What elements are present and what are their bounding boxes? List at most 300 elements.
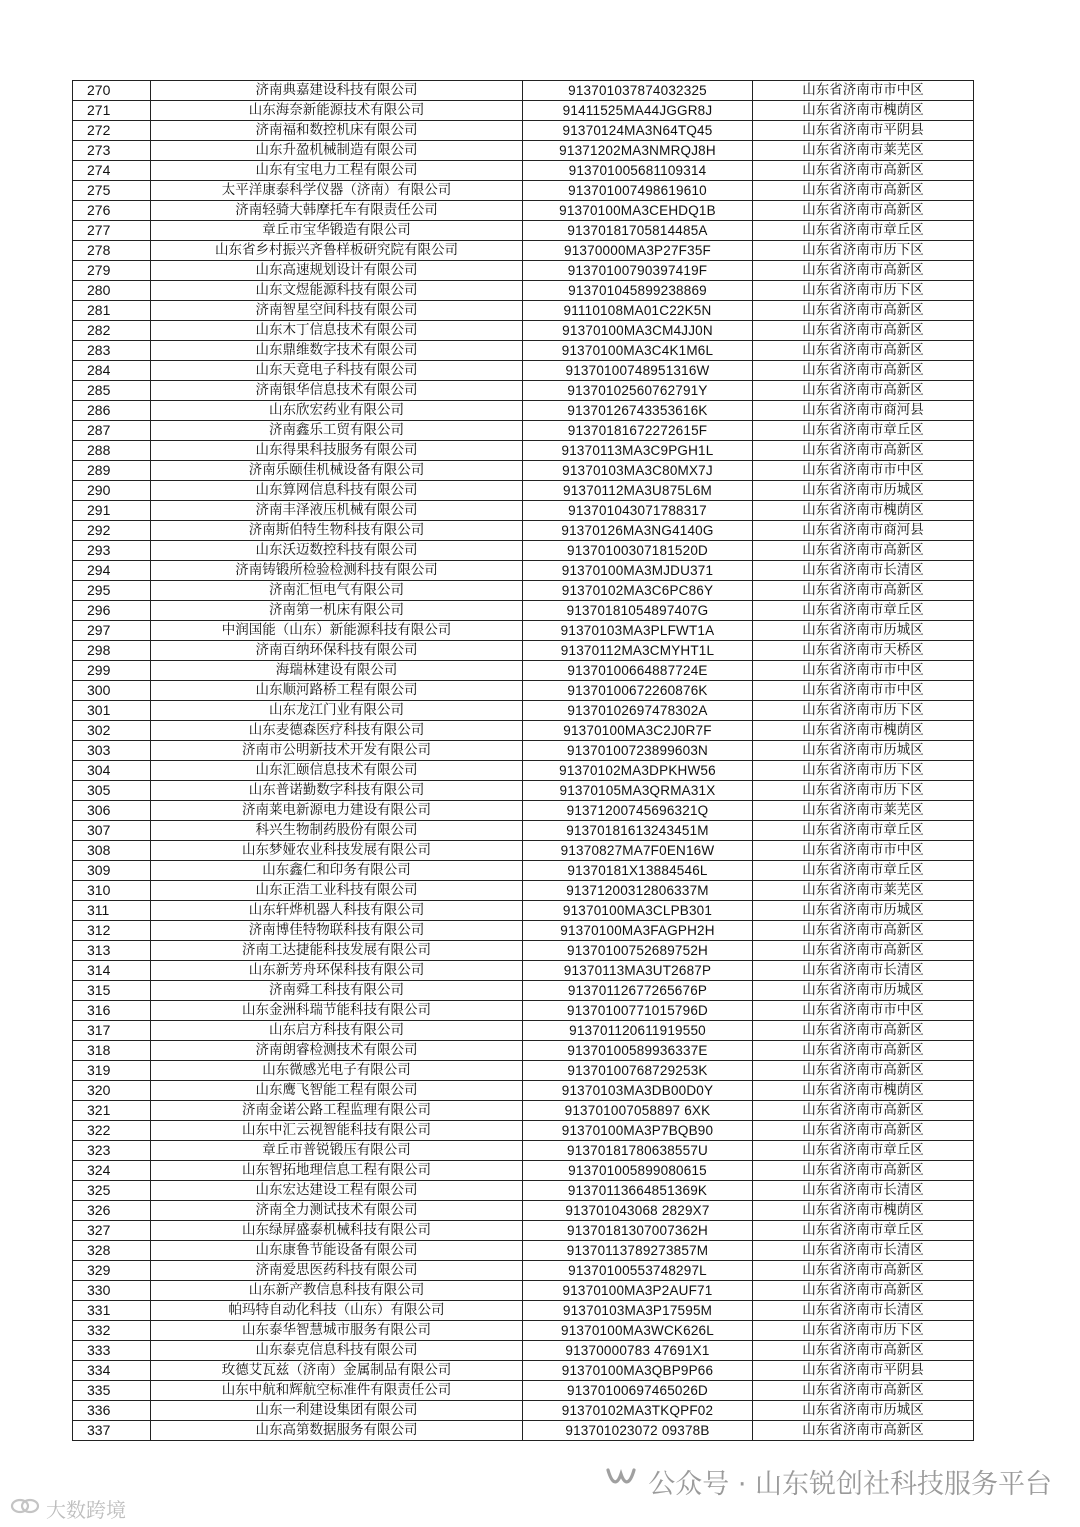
- row-number: 305: [73, 781, 151, 801]
- company-name: 中润国能（山东）新能源科技有限公司: [151, 621, 523, 641]
- table-row: [73, 681, 974, 701]
- location: 山东省济南市莱芜区: [753, 881, 974, 901]
- credit-code: 91370100748951316W: [523, 361, 753, 381]
- row-number: 328: [73, 1241, 151, 1261]
- credit-code: 91370181780638557U: [523, 1141, 753, 1161]
- location: 山东省济南市高新区: [753, 581, 974, 601]
- location: 山东省济南市槐荫区: [753, 1201, 974, 1221]
- row-number: 310: [73, 881, 151, 901]
- credit-code: 91370100768729253K: [523, 1061, 753, 1081]
- company-name: 山东升盈机械制造有限公司: [151, 141, 523, 161]
- table-row: [73, 1221, 974, 1241]
- row-number: 277: [73, 221, 151, 241]
- company-name: 济南鑫乐工贸有限公司: [151, 421, 523, 441]
- row-number: 309: [73, 861, 151, 881]
- row-number: 304: [73, 761, 151, 781]
- location: 山东省济南市历城区: [753, 901, 974, 921]
- row-number: 298: [73, 641, 151, 661]
- table-row: [73, 1041, 974, 1061]
- table-row: [73, 281, 974, 301]
- company-name: 山东文煜能源科技有限公司: [151, 281, 523, 301]
- row-number: 293: [73, 541, 151, 561]
- company-name: 山东省乡村振兴齐鲁样板研究院有限公司: [151, 241, 523, 261]
- credit-code: 91370103MA3C80MX7J: [523, 461, 753, 481]
- company-name: 太平洋康泰科学仪器（济南）有限公司: [151, 181, 523, 201]
- company-name: 山东绿屏盛泰机械科技有限公司: [151, 1221, 523, 1241]
- location: 山东省济南市莱芜区: [753, 801, 974, 821]
- company-name: 山东鹰飞智能工程有限公司: [151, 1081, 523, 1101]
- location: 山东省济南市高新区: [753, 1061, 974, 1081]
- credit-code: 91370181307007362H: [523, 1221, 753, 1241]
- watermark-right-text: 公众号 · 山东锐创社科技服务平台: [648, 1469, 1052, 1500]
- row-number: 311: [73, 901, 151, 921]
- row-number: 329: [73, 1261, 151, 1281]
- table-row: [73, 721, 974, 741]
- company-name: 济南斯伯特生物科技有限公司: [151, 521, 523, 541]
- credit-code: 91370102MA3TKQPF02: [523, 1401, 753, 1421]
- row-number: 316: [73, 1001, 151, 1021]
- row-number: 282: [73, 321, 151, 341]
- location: 山东省济南市市中区: [753, 681, 974, 701]
- table-row: [73, 1301, 974, 1321]
- row-number: 331: [73, 1301, 151, 1321]
- table-row: [73, 141, 974, 161]
- company-name: 济南汇恒电气有限公司: [151, 581, 523, 601]
- row-number: 283: [73, 341, 151, 361]
- company-name: 山东高第数据服务有限公司: [151, 1421, 523, 1441]
- table-row: [73, 1161, 974, 1181]
- company-name: 山东木丁信息技术有限公司: [151, 321, 523, 341]
- table-row: [73, 201, 974, 221]
- company-table-body: [73, 81, 974, 1441]
- credit-code: 91370181705814485A: [523, 221, 753, 241]
- location: 山东省济南市商河县: [753, 401, 974, 421]
- location: 山东省济南市市中区: [753, 661, 974, 681]
- location: 山东省济南市高新区: [753, 161, 974, 181]
- credit-code: 91370100723899603N: [523, 741, 753, 761]
- row-number: 285: [73, 381, 151, 401]
- row-number: 324: [73, 1161, 151, 1181]
- company-name: 章丘市宝华锻造有限公司: [151, 221, 523, 241]
- credit-code: 91370000MA3P27F35F: [523, 241, 753, 261]
- credit-code: 91370100553748297L: [523, 1261, 753, 1281]
- table-row: [73, 1341, 974, 1361]
- table-row: [73, 781, 974, 801]
- table-row: [73, 1281, 974, 1301]
- location: 山东省济南市市中区: [753, 841, 974, 861]
- company-name: 山东康鲁节能设备有限公司: [151, 1241, 523, 1261]
- table-row: [73, 121, 974, 141]
- company-name: 济南全力测试技术有限公司: [151, 1201, 523, 1221]
- row-number: 288: [73, 441, 151, 461]
- company-name: 山东启方科技有限公司: [151, 1021, 523, 1041]
- credit-code: 91370113789273857M: [523, 1241, 753, 1261]
- company-name: 山东智拓地理信息工程有限公司: [151, 1161, 523, 1181]
- table-row: [73, 941, 974, 961]
- row-number: 330: [73, 1281, 151, 1301]
- credit-code: 91370100752689752H: [523, 941, 753, 961]
- table-row: [73, 1321, 974, 1341]
- credit-code: 91370100672260876K: [523, 681, 753, 701]
- location: 山东省济南市长清区: [753, 561, 974, 581]
- company-name: 济南典嘉建设科技有限公司: [151, 81, 523, 101]
- table-row: [73, 1381, 974, 1401]
- location: 山东省济南市长清区: [753, 1241, 974, 1261]
- company-name: 山东得果科技服务有限公司: [151, 441, 523, 461]
- watermark-left-text: 大数跨境: [46, 1498, 126, 1522]
- location: 山东省济南市历城区: [753, 741, 974, 761]
- row-number: 291: [73, 501, 151, 521]
- company-name: 山东中汇云视智能科技有限公司: [151, 1121, 523, 1141]
- location: 山东省济南市平阴县: [753, 121, 974, 141]
- row-number: 319: [73, 1061, 151, 1081]
- credit-code: 91370102MA3C6PC86Y: [523, 581, 753, 601]
- table-row: [73, 321, 974, 341]
- table-row: [73, 741, 974, 761]
- company-name: 济南铸锻所检验检测科技有限公司: [151, 561, 523, 581]
- company-name: 山东鼎维数字技术有限公司: [151, 341, 523, 361]
- table-row: [73, 1201, 974, 1221]
- table-row: [73, 241, 974, 261]
- link-logo-icon: [10, 1495, 40, 1522]
- company-name: 帕玛特自动化科技（山东）有限公司: [151, 1301, 523, 1321]
- table-row: [73, 161, 974, 181]
- row-number: 273: [73, 141, 151, 161]
- row-number: 322: [73, 1121, 151, 1141]
- table-row: [73, 521, 974, 541]
- table-row: [73, 101, 974, 121]
- location: 山东省济南市高新区: [753, 301, 974, 321]
- company-name: 山东高速规划设计有限公司: [151, 261, 523, 281]
- location: 山东省济南市高新区: [753, 541, 974, 561]
- location: 山东省济南市章丘区: [753, 861, 974, 881]
- company-name: 济南丰泽液压机械有限公司: [151, 501, 523, 521]
- credit-code: 91370112MA3U875L6M: [523, 481, 753, 501]
- location: 山东省济南市历城区: [753, 621, 974, 641]
- row-number: 308: [73, 841, 151, 861]
- table-row: [73, 861, 974, 881]
- company-name: 章丘市普锐锻压有限公司: [151, 1141, 523, 1161]
- company-name: 山东汇颐信息技术有限公司: [151, 761, 523, 781]
- table-row: [73, 1061, 974, 1081]
- location: 山东省济南市商河县: [753, 521, 974, 541]
- watermark-left: [10, 1494, 126, 1523]
- company-name: 济南爱思医药科技有限公司: [151, 1261, 523, 1281]
- company-name: 山东顺河路桥工程有限公司: [151, 681, 523, 701]
- location: 山东省济南市高新区: [753, 1161, 974, 1181]
- location: 山东省济南市天桥区: [753, 641, 974, 661]
- location: 山东省济南市高新区: [753, 1261, 974, 1281]
- company-name: 济南市公明新技术开发有限公司: [151, 741, 523, 761]
- table-row: [73, 341, 974, 361]
- credit-code: 91370100MA3CM4JJ0N: [523, 321, 753, 341]
- company-name: 山东宏达建设工程有限公司: [151, 1181, 523, 1201]
- credit-code: 913701120611919550: [523, 1021, 753, 1041]
- company-name: 科兴生物制药股份有限公司: [151, 821, 523, 841]
- location: 山东省济南市历下区: [753, 1321, 974, 1341]
- company-name: 山东新产教信息科技有限公司: [151, 1281, 523, 1301]
- table-row: [73, 661, 974, 681]
- table-row: [73, 1181, 974, 1201]
- credit-code: 91370100MA3C4K1M6L: [523, 341, 753, 361]
- row-number: 275: [73, 181, 151, 201]
- row-number: 307: [73, 821, 151, 841]
- location: 山东省济南市历城区: [753, 981, 974, 1001]
- row-number: 334: [73, 1361, 151, 1381]
- table-row: [73, 261, 974, 281]
- company-name: 玫德艾瓦兹（济南）金属制品有限公司: [151, 1361, 523, 1381]
- company-name: 济南智星空间科技有限公司: [151, 301, 523, 321]
- company-name: 山东中航和辉航空标准件有限责任公司: [151, 1381, 523, 1401]
- table-row: [73, 1141, 974, 1161]
- location: 山东省济南市历下区: [753, 281, 974, 301]
- row-number: 326: [73, 1201, 151, 1221]
- credit-code: 91110108MA01C22K5N: [523, 301, 753, 321]
- table-row: [73, 501, 974, 521]
- table-row: [73, 701, 974, 721]
- credit-code: 91370100MA3FAGPH2H: [523, 921, 753, 941]
- row-number: 284: [73, 361, 151, 381]
- table-row: [73, 1021, 974, 1041]
- row-number: 327: [73, 1221, 151, 1241]
- table-row: [73, 1121, 974, 1141]
- table-row: [73, 901, 974, 921]
- location: 山东省济南市高新区: [753, 1021, 974, 1041]
- company-name: 山东一利建设集团有限公司: [151, 1401, 523, 1421]
- location: 山东省济南市高新区: [753, 361, 974, 381]
- company-name: 济南第一机床有限公司: [151, 601, 523, 621]
- row-number: 279: [73, 261, 151, 281]
- credit-code: 91370100MA3P2AUF71: [523, 1281, 753, 1301]
- table-row: [73, 381, 974, 401]
- location: 山东省济南市长清区: [753, 1301, 974, 1321]
- credit-code: 91370113MA3UT2687P: [523, 961, 753, 981]
- credit-code: 91370100MA3P7BQB90: [523, 1121, 753, 1141]
- credit-code: 913701043071788317: [523, 501, 753, 521]
- credit-code: 91370112MA3CMYHT1L: [523, 641, 753, 661]
- company-name: 济南银华信息技术有限公司: [151, 381, 523, 401]
- location: 山东省济南市槐荫区: [753, 501, 974, 521]
- location: 山东省济南市章丘区: [753, 421, 974, 441]
- table-row: [73, 921, 974, 941]
- row-number: 318: [73, 1041, 151, 1061]
- row-number: 333: [73, 1341, 151, 1361]
- row-number: 314: [73, 961, 151, 981]
- table-row: [73, 561, 974, 581]
- table-row: [73, 621, 974, 641]
- location: 山东省济南市章丘区: [753, 221, 974, 241]
- row-number: 286: [73, 401, 151, 421]
- table-row: [73, 301, 974, 321]
- row-number: 320: [73, 1081, 151, 1101]
- location: 山东省济南市高新区: [753, 381, 974, 401]
- location: 山东省济南市章丘区: [753, 601, 974, 621]
- credit-code: 91371200745696321Q: [523, 801, 753, 821]
- company-name: 济南轻骑大韩摩托车有限责任公司: [151, 201, 523, 221]
- credit-code: 913701037874032325: [523, 81, 753, 101]
- location: 山东省济南市莱芜区: [753, 141, 974, 161]
- row-number: 281: [73, 301, 151, 321]
- row-number: 323: [73, 1141, 151, 1161]
- company-name: 海瑞林建设有限公司: [151, 661, 523, 681]
- company-name: 济南舜工科技有限公司: [151, 981, 523, 1001]
- row-number: 278: [73, 241, 151, 261]
- credit-code: 91370100MA3WCK626L: [523, 1321, 753, 1341]
- company-name: 济南朗睿检测技术有限公司: [151, 1041, 523, 1061]
- credit-code: 91370103MA3DB00D0Y: [523, 1081, 753, 1101]
- company-name: 济南金诺公路工程监理有限公司: [151, 1101, 523, 1121]
- company-name: 山东海奈新能源技术有限公司: [151, 101, 523, 121]
- credit-code: 91370100MA3MJDU371: [523, 561, 753, 581]
- table-row: [73, 1261, 974, 1281]
- table-row: [73, 581, 974, 601]
- row-number: 315: [73, 981, 151, 1001]
- table-row: [73, 821, 974, 841]
- row-number: 303: [73, 741, 151, 761]
- credit-code: 91370181672272615F: [523, 421, 753, 441]
- location: 山东省济南市高新区: [753, 441, 974, 461]
- credit-code: 913701007498619610: [523, 181, 753, 201]
- table-row: [73, 601, 974, 621]
- table-row: [73, 1081, 974, 1101]
- credit-code: 913701005681109314: [523, 161, 753, 181]
- table-row: [73, 401, 974, 421]
- company-name: 山东梦娅农业科技发展有限公司: [151, 841, 523, 861]
- credit-code: 913701023072 09378B: [523, 1421, 753, 1441]
- credit-code: 91370181613243451M: [523, 821, 753, 841]
- location: 山东省济南市高新区: [753, 1281, 974, 1301]
- location: 山东省济南市高新区: [753, 941, 974, 961]
- table-row: [73, 461, 974, 481]
- table-row: [73, 881, 974, 901]
- company-name: 济南莱电新源电力建设有限公司: [151, 801, 523, 821]
- credit-code: 913701005899080615: [523, 1161, 753, 1181]
- company-name: 山东沃迈数控科技有限公司: [151, 541, 523, 561]
- company-name: 山东有宝电力工程有限公司: [151, 161, 523, 181]
- location: 山东省济南市高新区: [753, 181, 974, 201]
- location: 山东省济南市长清区: [753, 1181, 974, 1201]
- company-name: 山东微感光电子有限公司: [151, 1061, 523, 1081]
- location: 山东省济南市高新区: [753, 1121, 974, 1141]
- table-row: [73, 1421, 974, 1441]
- location: 山东省济南市高新区: [753, 341, 974, 361]
- location: 山东省济南市章丘区: [753, 1141, 974, 1161]
- company-name: 山东新芳舟环保科技有限公司: [151, 961, 523, 981]
- row-number: 336: [73, 1401, 151, 1421]
- company-name: 济南百纳环保科技有限公司: [151, 641, 523, 661]
- table-row: [73, 1361, 974, 1381]
- location: 山东省济南市高新区: [753, 261, 974, 281]
- credit-code: 91370100790397419F: [523, 261, 753, 281]
- credit-code: 91371202MA3NMRQJ8H: [523, 141, 753, 161]
- location: 山东省济南市历下区: [753, 241, 974, 261]
- table-row: [73, 761, 974, 781]
- credit-code: 91370100MA3CEHDQ1B: [523, 201, 753, 221]
- table-row: [73, 981, 974, 1001]
- company-name: 山东麦德森医疗科技有限公司: [151, 721, 523, 741]
- row-number: 271: [73, 101, 151, 121]
- location: 山东省济南市章丘区: [753, 1221, 974, 1241]
- watermark-right: [604, 1462, 1052, 1501]
- row-number: 297: [73, 621, 151, 641]
- table-row: [73, 361, 974, 381]
- row-number: 270: [73, 81, 151, 101]
- location: 山东省济南市高新区: [753, 1381, 974, 1401]
- location: 山东省济南市长清区: [753, 961, 974, 981]
- credit-code: 91370102560762791Y: [523, 381, 753, 401]
- credit-code: 91370102MA3DPKHW56: [523, 761, 753, 781]
- row-number: 306: [73, 801, 151, 821]
- credit-code: 91371200312806337M: [523, 881, 753, 901]
- row-number: 295: [73, 581, 151, 601]
- credit-code: 91370000783 47691X1: [523, 1341, 753, 1361]
- credit-code: 91370181054897407G: [523, 601, 753, 621]
- table-row: [73, 81, 974, 101]
- table-row: [73, 481, 974, 501]
- location: 山东省济南市历下区: [753, 781, 974, 801]
- table-row: [73, 1241, 974, 1261]
- table-row: [73, 641, 974, 661]
- location: 山东省济南市高新区: [753, 1341, 974, 1361]
- location: 山东省济南市高新区: [753, 201, 974, 221]
- location: 山东省济南市历下区: [753, 701, 974, 721]
- location: 山东省济南市平阴县: [753, 1361, 974, 1381]
- location: 山东省济南市章丘区: [753, 821, 974, 841]
- row-number: 280: [73, 281, 151, 301]
- location: 山东省济南市历下区: [753, 761, 974, 781]
- location: 山东省济南市高新区: [753, 321, 974, 341]
- company-name: 山东正浩工业科技有限公司: [151, 881, 523, 901]
- location: 山东省济南市市中区: [753, 1001, 974, 1021]
- row-number: 290: [73, 481, 151, 501]
- row-number: 332: [73, 1321, 151, 1341]
- credit-code: 91370113664851369K: [523, 1181, 753, 1201]
- credit-code: 91370100697465026D: [523, 1381, 753, 1401]
- credit-code: 91370100589936337E: [523, 1041, 753, 1061]
- credit-code: 913701043068 2829X7: [523, 1201, 753, 1221]
- row-number: 299: [73, 661, 151, 681]
- credit-code: 91370102697478302A: [523, 701, 753, 721]
- credit-code: 913701045899238869: [523, 281, 753, 301]
- table-row: [73, 441, 974, 461]
- table-row: [73, 1001, 974, 1021]
- row-number: 294: [73, 561, 151, 581]
- location: 山东省济南市市中区: [753, 461, 974, 481]
- location: 山东省济南市槐荫区: [753, 721, 974, 741]
- row-number: 274: [73, 161, 151, 181]
- credit-code: 91370103MA3P17595M: [523, 1301, 753, 1321]
- credit-code: 91370112677265676P: [523, 981, 753, 1001]
- location: 山东省济南市高新区: [753, 1421, 974, 1441]
- wechat-channel-icon: [604, 1464, 638, 1499]
- company-name: 济南福和数控机床有限公司: [151, 121, 523, 141]
- credit-code: 91370103MA3PLFWT1A: [523, 621, 753, 641]
- company-name: 山东金洲科瑞节能科技有限公司: [151, 1001, 523, 1021]
- row-number: 292: [73, 521, 151, 541]
- company-name: 山东欣宏药业有限公司: [151, 401, 523, 421]
- credit-code: 91370126MA3NG4140G: [523, 521, 753, 541]
- row-number: 337: [73, 1421, 151, 1441]
- credit-code: 913701007058897 6XK: [523, 1101, 753, 1121]
- credit-code: 91370126743353616K: [523, 401, 753, 421]
- table-row: [73, 181, 974, 201]
- table-row: [73, 961, 974, 981]
- row-number: 289: [73, 461, 151, 481]
- location: 山东省济南市市中区: [753, 81, 974, 101]
- location: 山东省济南市槐荫区: [753, 1081, 974, 1101]
- location: 山东省济南市高新区: [753, 921, 974, 941]
- credit-code: 91370105MA3QRMA31X: [523, 781, 753, 801]
